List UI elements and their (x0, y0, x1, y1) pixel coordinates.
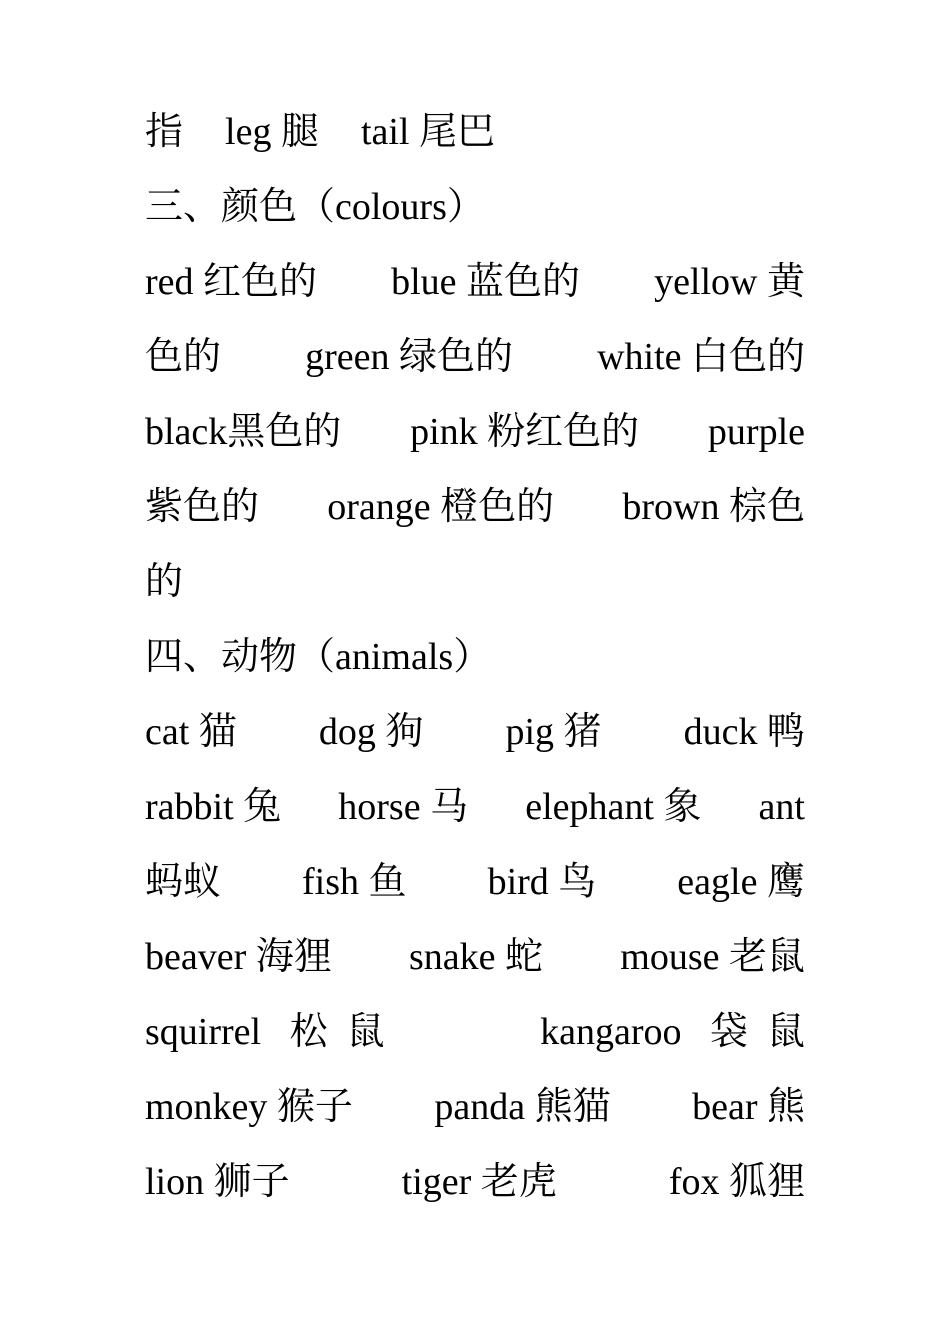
vocab-line-body-parts (145, 95, 805, 170)
word-fox: fox 狐狸 (668, 1161, 805, 1203)
section-heading-colours (145, 170, 805, 245)
word-bird: bird 鸟 (487, 861, 597, 903)
vocab-line-animals-4 (145, 920, 805, 995)
word-ant: ant (758, 786, 805, 828)
word-mouse: mouse 老鼠 (620, 936, 805, 978)
word-green: green 绿色的 (305, 336, 513, 378)
word-elephant: elephant 象 (525, 786, 702, 828)
vocab-line-animals-7 (145, 1145, 805, 1220)
word-yellow: yellow 黄 (654, 261, 805, 303)
word-white: white 白色的 (597, 336, 805, 378)
word-leg: leg 腿 (225, 111, 319, 153)
word-rabbit: rabbit 兔 (145, 786, 282, 828)
word-panda: panda 熊猫 (434, 1086, 611, 1128)
word-ant-end: 蚂蚁 (145, 861, 222, 903)
word-monkey: monkey 猴子 (145, 1086, 353, 1128)
word-tiger: tiger 老虎 (401, 1161, 557, 1203)
vocab-line-animals-5 (145, 995, 805, 1070)
vocab-line-animals-6 (145, 1070, 805, 1145)
word-dog: dog 狗 (318, 711, 424, 753)
word-pink: pink 粉红色的 (410, 411, 640, 453)
word-squirrel: squirrel 松 鼠 (145, 1011, 385, 1053)
word-lion: lion 狮子 (145, 1161, 290, 1203)
word-tail: tail 尾巴 (360, 111, 495, 153)
word-fish: fish 鱼 (302, 861, 407, 903)
word-orange: orange 橙色的 (327, 486, 555, 528)
word-eagle: eagle 鹰 (677, 861, 805, 903)
word-purple-end: 紫色的 (145, 486, 260, 528)
vocab-line-animals-3 (145, 845, 805, 920)
vocab-line-animals-2 (145, 770, 805, 845)
vocab-line-colours-5 (145, 545, 805, 620)
word-blue: blue 蓝色的 (391, 261, 581, 303)
word-cat: cat 猫 (145, 711, 237, 753)
word-horse: horse 马 (338, 786, 469, 828)
section-heading-animals (145, 620, 805, 695)
word-finger-end: 指 (145, 111, 184, 153)
word-pig: pig 猪 (505, 711, 602, 753)
word-snake: snake 蛇 (409, 936, 544, 978)
vocab-line-colours-1 (145, 245, 805, 320)
word-red: red 红色的 (145, 261, 318, 303)
section-title-animals: 四、动物（animals） (145, 636, 492, 678)
word-brown: brown 棕色 (622, 486, 805, 528)
word-purple: purple (707, 411, 805, 453)
word-black: black黑色的 (145, 411, 342, 453)
word-beaver: beaver 海狸 (145, 936, 332, 978)
vocab-line-colours-3 (145, 395, 805, 470)
vocab-line-colours-2 (145, 320, 805, 395)
vocab-line-colours-4 (145, 470, 805, 545)
word-duck: duck 鸭 (683, 711, 805, 753)
vocab-line-animals-1 (145, 695, 805, 770)
section-title-colours: 三、颜色（colours） (145, 186, 485, 228)
word-brown-end: 的 (145, 561, 184, 603)
document-page (145, 95, 805, 1220)
word-bear: bear 熊 (692, 1086, 805, 1128)
word-kangaroo: kangaroo 袋 鼠 (540, 1011, 805, 1053)
word-yellow-end: 色的 (145, 336, 222, 378)
